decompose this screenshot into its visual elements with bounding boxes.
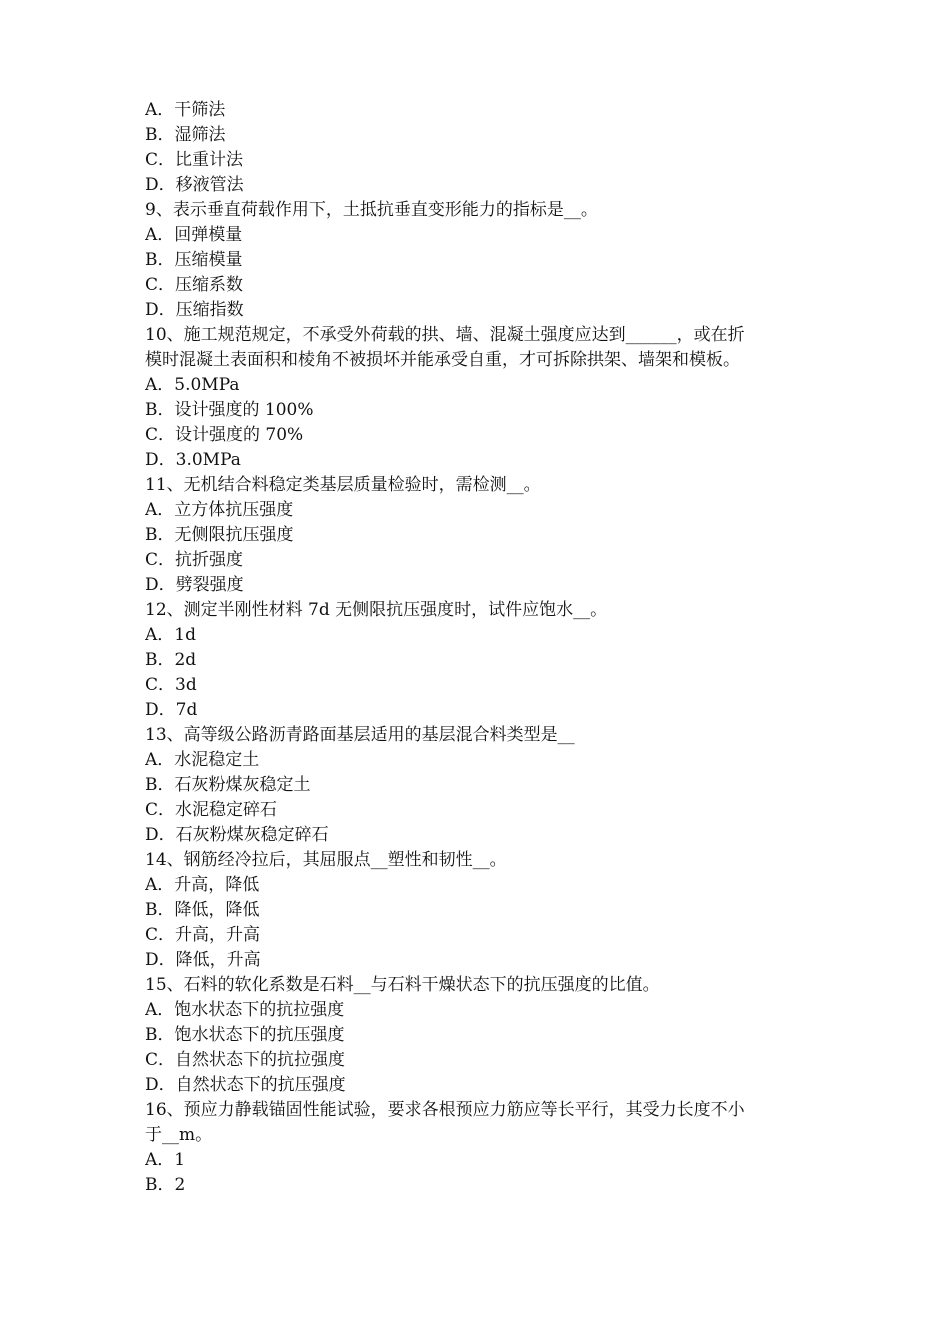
option-line: C．比重计法 xyxy=(145,150,244,170)
option-line: D．7d xyxy=(145,700,198,720)
option-line: A．1 xyxy=(145,1150,186,1170)
option-line: D．石灰粉煤灰稳定碎石 xyxy=(145,825,329,845)
question-13: 13、高等级公路沥青路面基层适用的基层混合料类型是__ xyxy=(145,725,575,745)
option-line: A．饱水状态下的抗拉强度 xyxy=(145,1000,345,1020)
option-line: B．降低，降低 xyxy=(145,900,260,920)
option-line: B．湿筛法 xyxy=(145,125,226,145)
option-line: B．设计强度的 100% xyxy=(145,400,314,420)
option-line: D．压缩指数 xyxy=(145,300,244,320)
question-10: 10、施工规范规定，不承受外荷载的拱、墙、混凝土强度应达到______，或在折 xyxy=(145,325,745,345)
option-line: B．无侧限抗压强度 xyxy=(145,525,294,545)
option-line: D．降低，升高 xyxy=(145,950,261,970)
question-text-block xyxy=(145,98,815,1198)
question-15: 15、石料的软化系数是石料__与石料干燥状态下的抗压强度的比值。 xyxy=(145,975,660,995)
option-line: A．干筛法 xyxy=(145,100,226,120)
option-line: C．设计强度的 70% xyxy=(145,425,304,445)
option-line: D．3.0MPa xyxy=(145,450,241,470)
option-line: A．立方体抗压强度 xyxy=(145,500,294,520)
question-16-continued: 于__m。 xyxy=(145,1125,213,1145)
question-10-continued: 模时混凝土表面积和棱角不被损坏并能承受自重，才可拆除拱架、墙架和模板。 xyxy=(145,350,740,370)
option-line: B．2d xyxy=(145,650,197,670)
option-line: A．5.0MPa xyxy=(145,375,240,395)
question-16: 16、预应力静载锚固性能试验，要求各根预应力筋应等长平行，其受力长度不小 xyxy=(145,1100,745,1120)
option-line: C．自然状态下的抗拉强度 xyxy=(145,1050,346,1070)
option-line: C．升高，升高 xyxy=(145,925,261,945)
question-14: 14、钢筋经冷拉后，其屈服点__塑性和韧性__。 xyxy=(145,850,507,870)
option-line: C．压缩系数 xyxy=(145,275,244,295)
option-line: B．饱水状态下的抗压强度 xyxy=(145,1025,345,1045)
option-line: D．劈裂强度 xyxy=(145,575,244,595)
option-line: B．2 xyxy=(145,1175,186,1195)
question-11: 11、无机结合料稳定类基层质量检验时，需检测__。 xyxy=(145,475,541,495)
option-line: C．水泥稳定碎石 xyxy=(145,800,278,820)
option-line: C．3d xyxy=(145,675,197,695)
question-9: 9、表示垂直荷载作用下，土抵抗垂直变形能力的指标是__。 xyxy=(145,200,598,220)
option-line: A．回弹模量 xyxy=(145,225,243,245)
option-line: B．压缩模量 xyxy=(145,250,243,270)
option-line: A．水泥稳定土 xyxy=(145,750,260,770)
question-12: 12、测定半刚性材料 7d 无侧限抗压强度时，试件应饱水__。 xyxy=(145,600,608,620)
option-line: A．1d xyxy=(145,625,196,645)
option-line: A．升高，降低 xyxy=(145,875,260,895)
option-line: B．石灰粉煤灰稳定土 xyxy=(145,775,311,795)
option-line: C．抗折强度 xyxy=(145,550,244,570)
option-line: D．自然状态下的抗压强度 xyxy=(145,1075,346,1095)
option-line: D．移液管法 xyxy=(145,175,244,195)
